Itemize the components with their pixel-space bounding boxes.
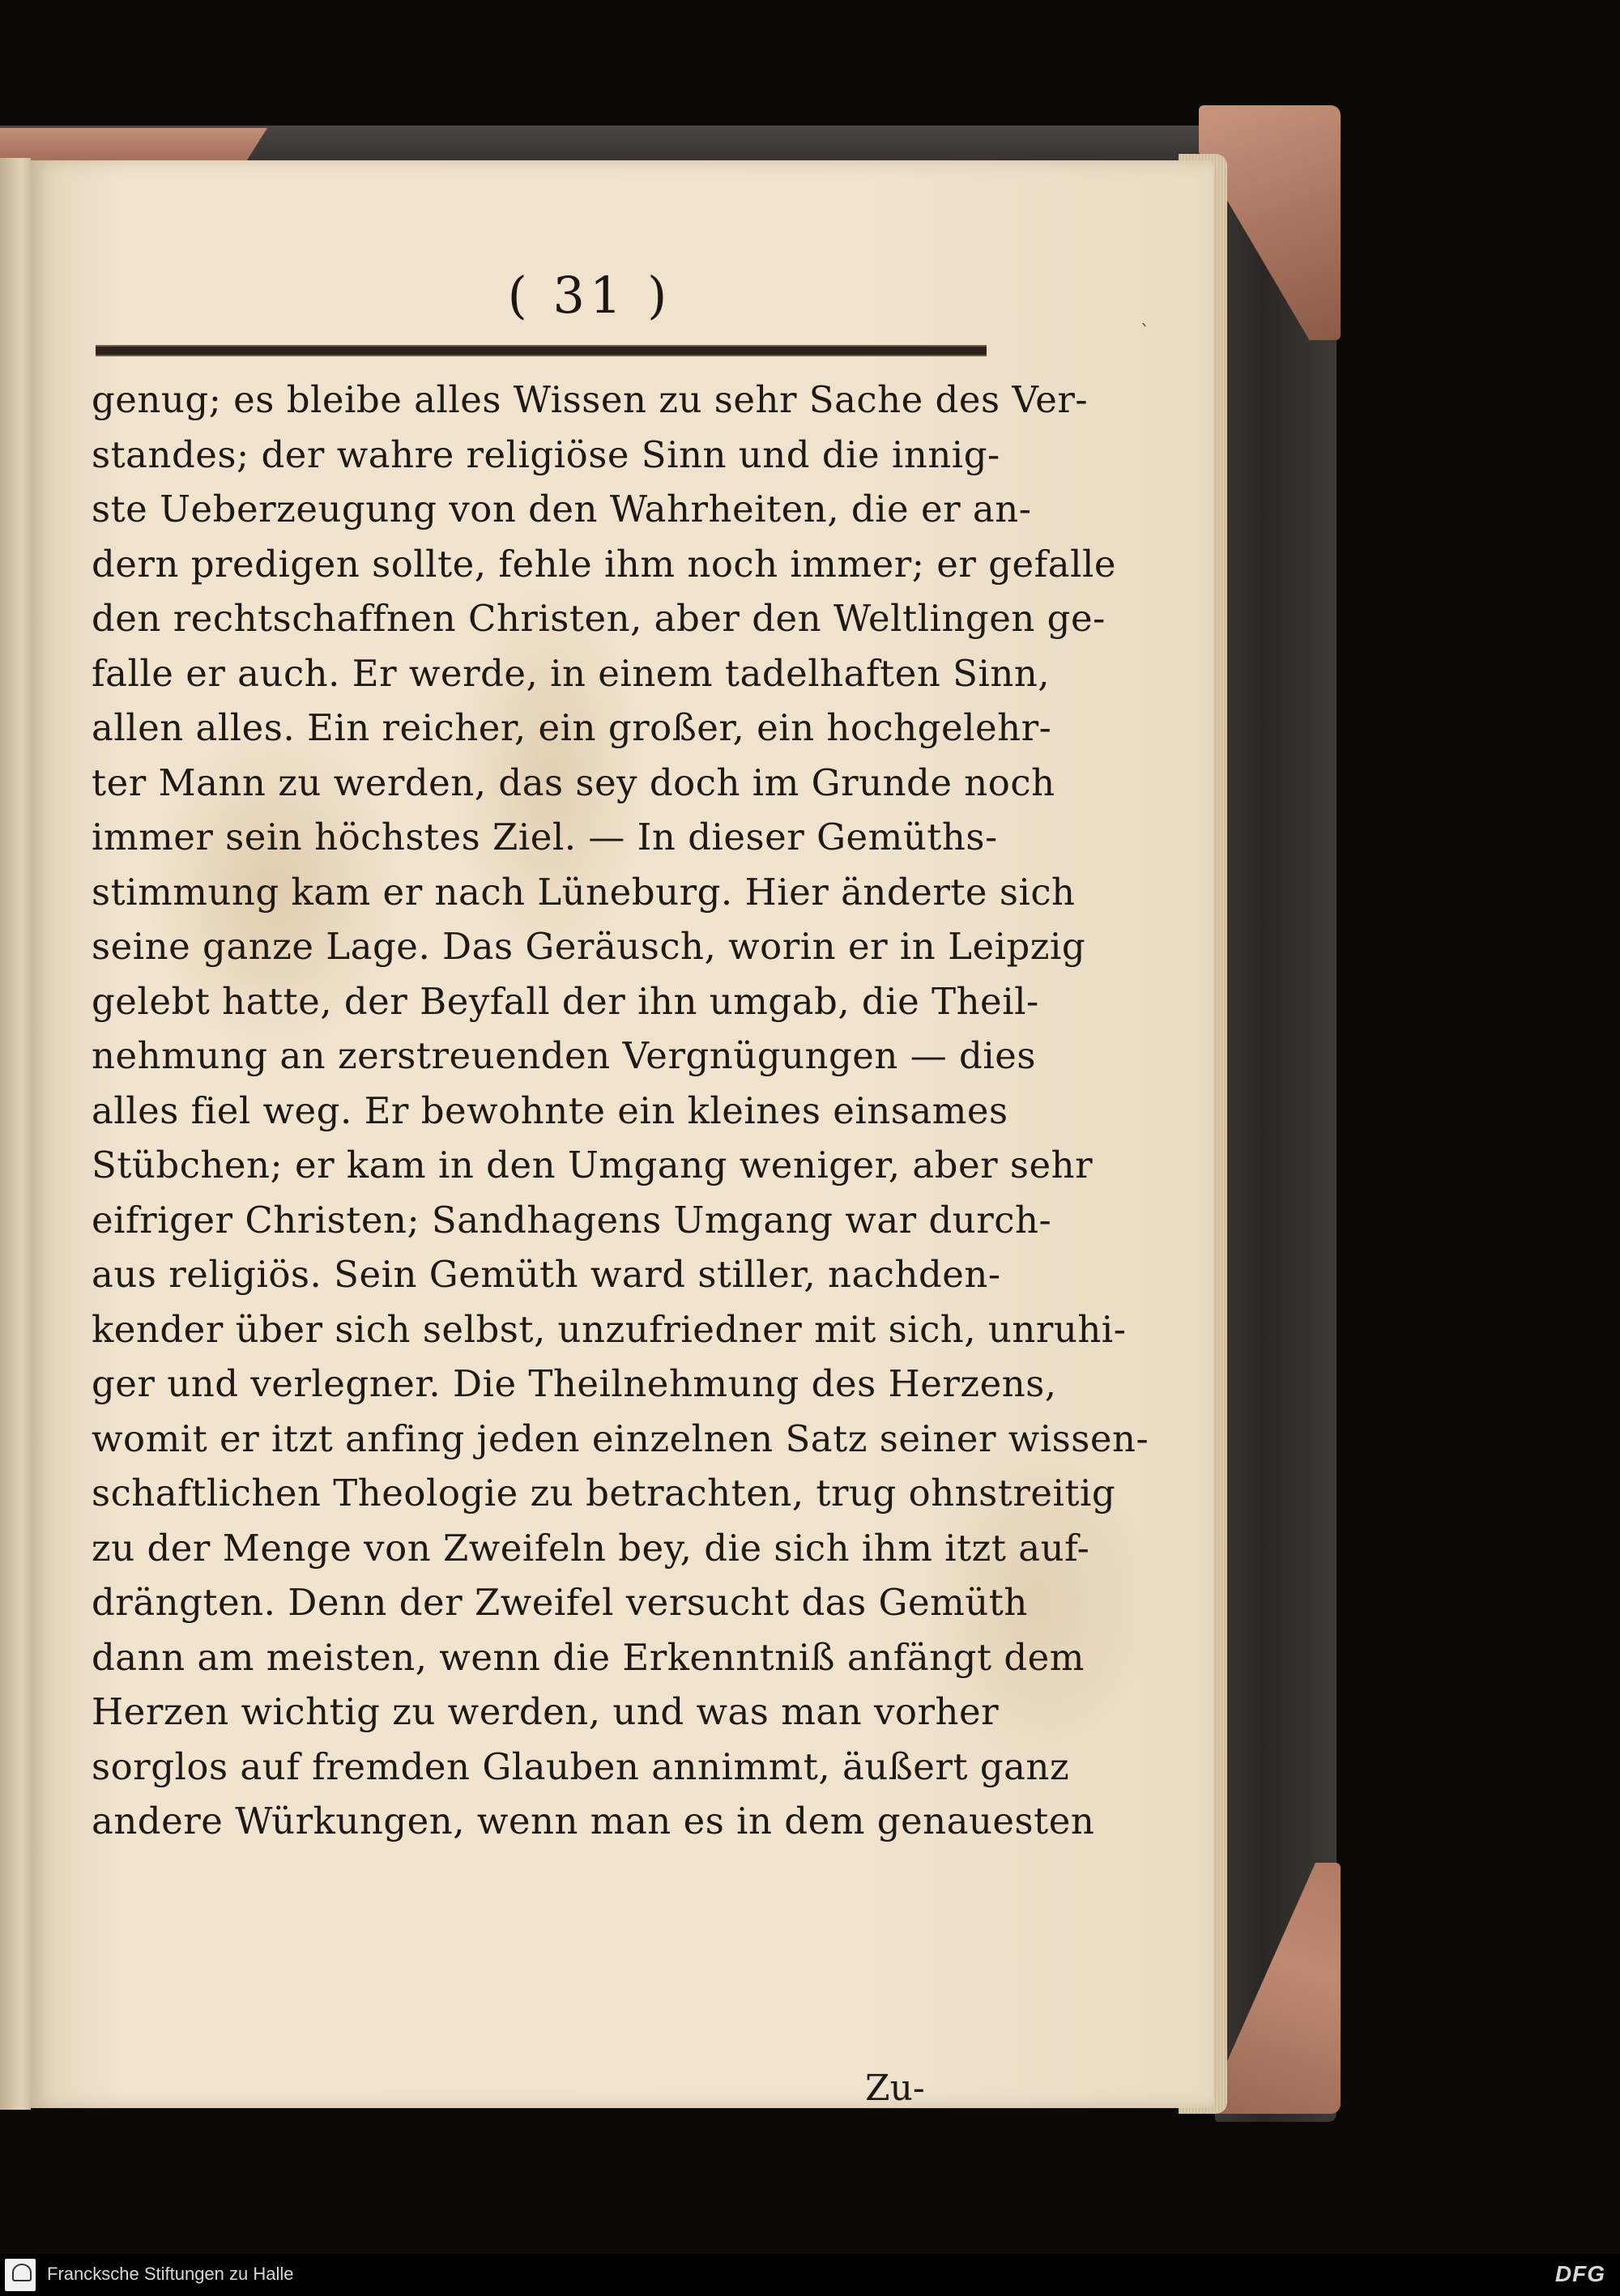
institution-logo-icon (5, 2259, 36, 2291)
text-line: kender über sich selbst, unzufriedner mit sich, unruhi- (92, 1307, 1127, 1351)
text-line: Herzen wichtig zu werden, und was man vorher (92, 1690, 1000, 1733)
text-line: nehmung an zerstreuenden Vergnügungen — dies (92, 1034, 1036, 1077)
facing-page-edge (0, 158, 31, 2110)
text-line: genug; es bleibe alles Wissen zu sehr Sache des Ver- (92, 378, 1089, 421)
catchword: Zu- (865, 2068, 925, 2109)
text-line: alles fiel weg. Er bewohnte ein kleines einsames (92, 1088, 1008, 1132)
text-line: den rechtschaffnen Christen, aber den Weltlingen ge- (92, 597, 1106, 640)
text-line: ger und verlegner. Die Theilnehmung des Herzens, (92, 1362, 1057, 1405)
text-line: schaftlichen Theologie zu betrachten, trug ohnstreitig (92, 1472, 1116, 1514)
text-line: womit er itzt anfing jeden einzelnen Satz seiner wissen- (92, 1416, 1149, 1460)
text-line: standes; der wahre religiöse Sinn und die innig- (92, 432, 1000, 476)
book-page (31, 160, 1213, 2108)
text-line: eifriger Christen; Sandhagens Umgang war durch- (92, 1198, 1052, 1242)
text-line: drängten. Denn der Zweifel versucht das Gemüth (92, 1581, 1028, 1624)
page-mark: ˋ (1140, 322, 1149, 343)
text-line: ste Ueberzeugung von den Wahrheiten, die er an- (92, 488, 1032, 530)
text-line: dern predigen sollte, fehle ihm noch immer; er gefalle (92, 542, 1117, 586)
dfg-badge: DFG (1554, 2261, 1605, 2286)
text-line: gelebt hatte, der Beyfall der ihn umgab, die Theil- (92, 979, 1039, 1023)
text-line: andere Würkungen, wenn man es in dem genauesten (92, 1800, 1095, 1842)
footer-bar (0, 2254, 1620, 2296)
text-line: sorglos auf fremden Glauben annimmt, äußert ganz (92, 1744, 1070, 1788)
text-line: seine ganze Lage. Das Geräusch, worin er in Leipzig (92, 925, 1086, 968)
text-line: immer sein höchstes Ziel. — In dieser Gemüths- (92, 816, 998, 858)
text-line: stimmung kam er nach Lüneburg. Hier änderte sich (92, 870, 1076, 914)
header-rule (96, 345, 987, 356)
institution-name: Francksche Stiftungen zu Halle (47, 2264, 294, 2284)
page-number: ( 31 ) (507, 266, 672, 325)
text-line: aus religiös. Sein Gemüth ward stiller, nachden- (92, 1253, 1001, 1296)
text-line: zu der Menge von Zweifeln bey, die sich ihm itzt auf- (92, 1526, 1090, 1570)
text-line: ter Mann zu werden, das sey doch im Grunde noch (92, 760, 1055, 804)
text-line: Stübchen; er kam in den Umgang weniger, aber sehr (92, 1144, 1094, 1186)
text-line: dann am meisten, wenn die Erkenntniß anfängt dem (92, 1635, 1085, 1679)
leather-corner-left (0, 128, 267, 162)
body-text (92, 373, 1149, 1849)
book-cover (1215, 113, 1336, 2122)
text-line: allen alles. Ein reicher, ein großer, ein hochgelehr- (92, 706, 1052, 749)
text-line: falle er auch. Er werde, in einem tadelhaften Sinn, (92, 651, 1051, 695)
